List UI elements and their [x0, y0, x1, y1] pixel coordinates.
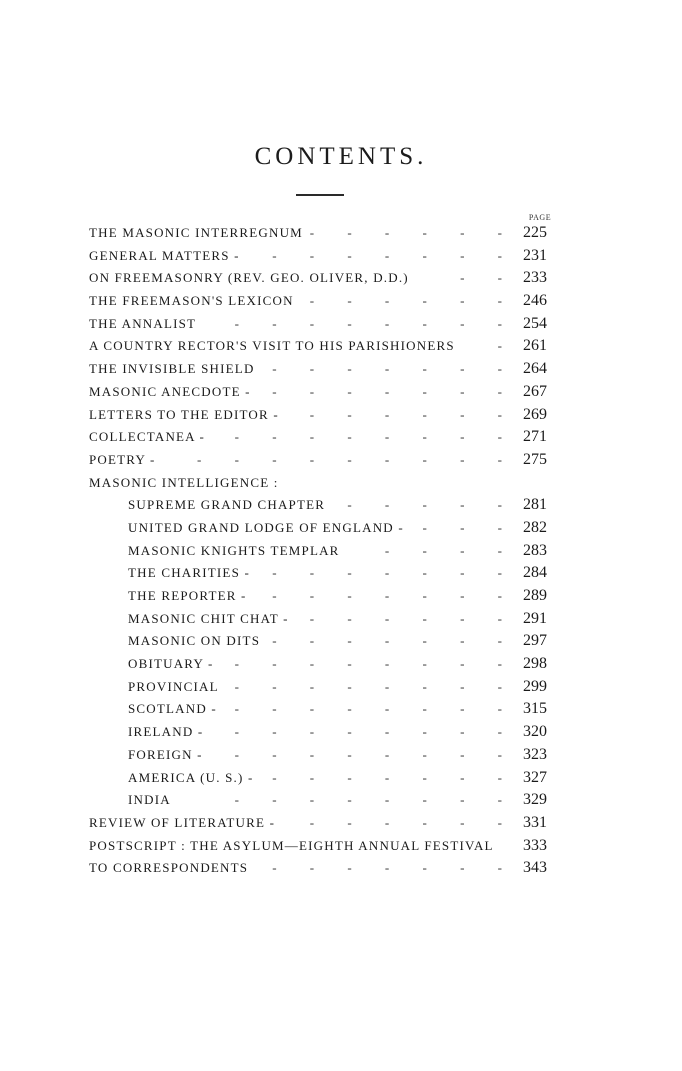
- toc-page-number: 225: [523, 224, 547, 241]
- toc-leader-dashes: - - - - - - -: [272, 860, 517, 876]
- toc-entry: [89, 494, 565, 517]
- toc-entry-title: THE MASONIC INTERREGNUM: [89, 225, 303, 240]
- toc-entry: [89, 835, 565, 858]
- toc-entry-title: INDIA: [128, 792, 171, 808]
- toc-page-number: 271: [523, 428, 547, 446]
- toc-leader-dashes: - -: [460, 270, 517, 286]
- toc-page-number: 261: [523, 337, 547, 355]
- toc-page-number: 289: [523, 587, 547, 604]
- toc-leader-dashes: - - - - - -: [309, 610, 517, 626]
- toc-leader-dashes: - - - - - -: [309, 293, 517, 309]
- toc-leader-dashes: - - -: [422, 519, 517, 535]
- toc-entry-title: PROVINCIAL: [128, 678, 219, 694]
- toc-entry: [89, 562, 565, 585]
- toc-entry: [89, 585, 565, 608]
- toc-entry-title: POETRY -: [89, 451, 156, 467]
- toc-entry-title: MASONIC CHIT CHAT -: [128, 610, 289, 626]
- toc-page-number: 267: [523, 382, 547, 400]
- toc-entry: [89, 789, 565, 812]
- toc-entry-title: THE REPORTER -: [128, 588, 247, 603]
- toc-page-number: 327: [523, 768, 547, 786]
- toc-leader-dashes: - - - - -: [347, 497, 517, 513]
- toc-entry-title: OBITUARY -: [128, 656, 214, 672]
- toc-page-number: 298: [523, 655, 547, 673]
- toc-entry-title: THE INVISIBLE SHIELD: [89, 361, 255, 377]
- toc-page-number: 264: [523, 360, 547, 378]
- toc-entry: [89, 676, 565, 699]
- toc-leader-dashes: - - - - - - - -: [234, 678, 517, 694]
- toc-leader-dashes: - - - - - -: [309, 225, 517, 240]
- toc-entry: [89, 290, 565, 313]
- toc-entry-title: THE ANNALIST: [89, 315, 197, 331]
- toc-leader-dashes: - - - - - - -: [272, 565, 517, 581]
- toc-leader-dashes: - - - - - - - -: [234, 429, 517, 445]
- toc-entry: [89, 335, 565, 358]
- toc-page-number: 284: [523, 564, 547, 582]
- toc-entry-title: UNITED GRAND LODGE OF ENGLAND -: [128, 519, 404, 535]
- toc-page-number: 231: [523, 246, 547, 264]
- toc-page-number: 329: [523, 791, 547, 809]
- toc-page-number: 320: [523, 723, 547, 741]
- toc-entry: [89, 812, 565, 835]
- toc-page-number: 283: [523, 541, 547, 559]
- toc-page-number: 269: [523, 405, 547, 423]
- toc-entry-title: REVIEW OF LITERATURE -: [89, 814, 276, 830]
- toc-entry-title: MASONIC INTELLIGENCE :: [89, 474, 279, 490]
- toc-leader-dashes: - - - - - - - -: [234, 792, 517, 808]
- toc-leader-dashes: - - - -: [384, 542, 517, 558]
- toc-entry: [89, 358, 565, 381]
- toc-page-number: 233: [523, 269, 547, 287]
- toc-entry: [89, 472, 565, 495]
- toc-leader-dashes: -: [497, 338, 517, 354]
- toc-entry-title: A COUNTRY RECTOR'S VISIT TO HIS PARISHIONERS: [89, 338, 455, 354]
- toc-page-number: 254: [523, 314, 547, 332]
- toc-entry: [89, 630, 565, 653]
- toc-entry-title: GENERAL MATTERS -: [89, 247, 240, 263]
- toc-page-number: 291: [523, 609, 547, 627]
- toc-entry-title: SUPREME GRAND CHAPTER: [128, 497, 326, 513]
- toc-page-number: 315: [523, 700, 547, 718]
- toc-entry-title: THE FREEMASON'S LEXICON: [89, 293, 294, 309]
- toc-entry-title: LETTERS TO THE EDITOR -: [89, 406, 279, 422]
- toc-entry-title: SCOTLAND -: [128, 701, 217, 717]
- toc-page-number: 331: [523, 813, 547, 831]
- toc-page-number: 333: [523, 836, 547, 854]
- toc-leader-dashes: - - - - - - -: [272, 361, 517, 377]
- toc-leader-dashes: - - - - - -: [309, 814, 517, 830]
- title-rule: [296, 194, 344, 196]
- toc-page-number: 246: [523, 292, 547, 310]
- toc-entry: [89, 313, 565, 336]
- toc-entry-title: FOREIGN -: [128, 746, 203, 762]
- toc-leader-dashes: - - - - - - - -: [234, 315, 517, 331]
- toc-leader-dashes: - - - - - - -: [272, 247, 517, 263]
- toc-entry: [89, 698, 565, 721]
- toc-page-number: 297: [523, 632, 547, 650]
- toc-page-number: 299: [523, 677, 547, 695]
- page-column-heading: PAGE: [528, 213, 552, 222]
- toc-entry-title: TO CORRESPONDENTS: [89, 860, 249, 876]
- toc-entry: [89, 767, 565, 790]
- toc-entry: [89, 517, 565, 540]
- toc-entry: [89, 721, 565, 744]
- toc-entry: [89, 744, 565, 767]
- toc-leader-dashes: - - - - - - - - -: [197, 451, 517, 467]
- toc-page-number: 343: [523, 859, 547, 877]
- toc-entry-title: THE CHARITIES -: [128, 565, 250, 581]
- table-of-contents: [89, 222, 565, 880]
- toc-entry-title: IRELAND -: [128, 724, 204, 740]
- toc-entry: [89, 653, 565, 676]
- toc-entry: [89, 449, 565, 472]
- toc-leader-dashes: - - - - - -: [309, 406, 517, 422]
- toc-leader-dashes: - - - - - - -: [272, 383, 517, 399]
- toc-leader-dashes: - - - - - - -: [272, 588, 517, 603]
- toc-entry-title: ON FREEMASONRY (REV. GEO. OLIVER, D.D.): [89, 270, 409, 286]
- toc-entry: [89, 857, 565, 880]
- toc-entry-title: COLLECTANEA -: [89, 429, 206, 445]
- toc-page-number: 323: [523, 745, 547, 763]
- toc-leader-dashes: - - - - - - - -: [234, 746, 517, 762]
- toc-entry-title: MASONIC ANECDOTE -: [89, 383, 251, 399]
- toc-entry: [89, 426, 565, 449]
- toc-entry: [89, 245, 565, 268]
- page-title: CONTENTS.: [254, 143, 428, 170]
- toc-leader-dashes: - - - - - - - -: [234, 724, 517, 740]
- toc-entry-title: POSTSCRIPT : THE ASYLUM—EIGHTH ANNUAL FESTIVAL: [89, 837, 494, 853]
- toc-entry: [89, 381, 565, 404]
- toc-leader-dashes: - - - - - - - -: [234, 656, 517, 672]
- toc-page-number: 282: [523, 518, 547, 536]
- toc-entry: [89, 404, 565, 427]
- toc-entry: [89, 540, 565, 563]
- toc-leader-dashes: - - - - - - - -: [234, 701, 517, 717]
- toc-page-number: 281: [523, 496, 547, 514]
- toc-leader-dashes: - - - - - - -: [272, 633, 517, 649]
- toc-leader-dashes: - - - - - - -: [272, 769, 517, 785]
- toc-entry: [89, 222, 565, 245]
- toc-entry: [89, 608, 565, 631]
- toc-entry-title: MASONIC KNIGHTS TEMPLAR: [128, 542, 340, 558]
- toc-entry-title: AMERICA (U. S.) -: [128, 769, 254, 785]
- toc-entry-title: MASONIC ON DITS: [128, 633, 261, 649]
- toc-page-number: 275: [523, 450, 547, 468]
- toc-entry: [89, 267, 565, 290]
